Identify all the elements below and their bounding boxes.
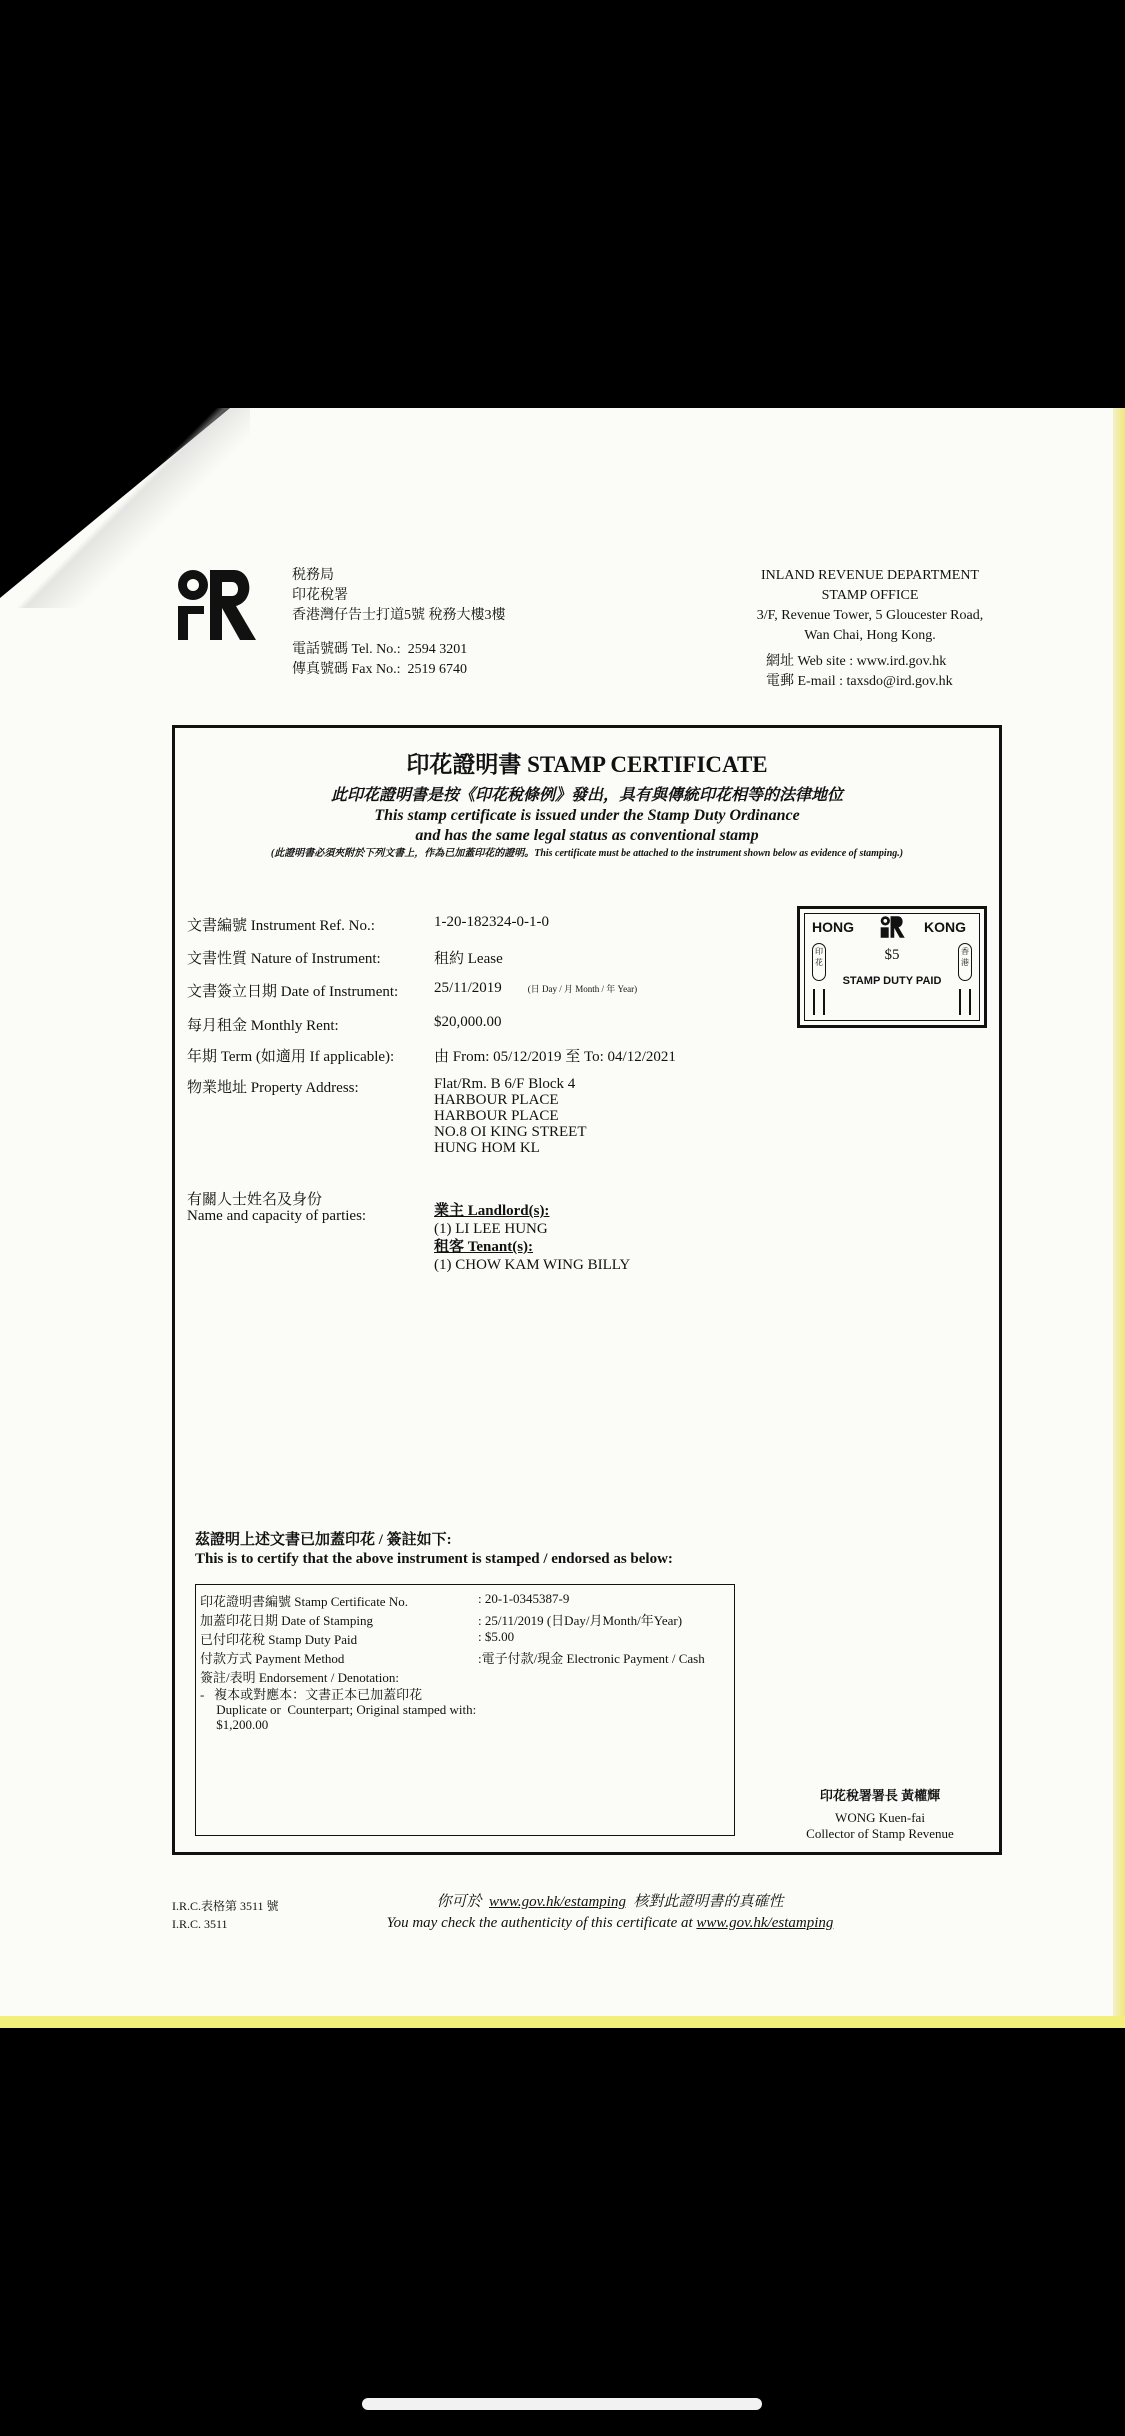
- stamp-seal-left: 印花: [812, 943, 826, 981]
- stamp-seal-right: 香港: [958, 943, 972, 981]
- estamping-link-en[interactable]: www.gov.hk/estamping: [696, 1915, 834, 1931]
- stamp-duty-paid-stamp: HONG KONG 印花 香港 $5 STAMP DUTY PAID: [797, 906, 987, 1028]
- form-number: I.R.C.表格第 3511 號 I.R.C. 3511: [172, 1899, 279, 1931]
- attach-note: (此證明書必須夾附於下列文書上，作為已加蓋印花的證明。This certificate must be attached to the instrument shown below as evidence of stamping.): [270, 848, 904, 859]
- ird-logo: [176, 566, 260, 644]
- collector-name: WONG Kuen-fai: [835, 1810, 925, 1825]
- stamping-date-value: : 25/11/2019 (日Day/月Month/年Year): [478, 1613, 683, 1628]
- department-header-en: [730, 566, 1010, 692]
- certificate-title: 印花證明書 STAMP CERTIFICATE: [406, 752, 768, 777]
- cert-no-value: : 20-1-0345387-9: [478, 1591, 570, 1606]
- department-header-cn: [292, 566, 506, 680]
- property-address: Flat/Rm. B 6/F Block 4 HARBOUR PLACE HARBOUR PLACE NO.8 OI KING STREET HUNG HOM KL: [434, 1076, 587, 1156]
- landlord-heading: 業主 Landlord(s):: [434, 1203, 550, 1219]
- stamp-paid-label: STAMP DUTY PAID: [842, 975, 942, 987]
- email-line: 電郵 E-mail : taxsdo@ird.gov.hk: [766, 674, 953, 689]
- date-value: 25/11/2019: [434, 980, 502, 996]
- office-name-cn: 印花稅署: [292, 588, 348, 603]
- stamping-details-box: 印花證明書編號 Stamp Certificate No. : 20-1-0345387-9 加蓋印花日期 Date of Stamping : 25/11/2019 (日Day/月Month/年Year) 已付印花稅 Stamp Duty Paid : $5.00 付款方式 Payment Method :電子付款/現金 Electronic Payment / Cash 簽註/表明 Endorsement / Denotation: - 複本或對應本：文書正本已加蓋印花 Duplicate or Counterpart; Original stamped with: $1,200.00: [195, 1584, 735, 1836]
- legal-statement-en-1: This stamp certificate is issued under the Stamp Duty Ordinance: [374, 807, 800, 824]
- landlord-name: (1) LI LEE HUNG: [434, 1221, 548, 1237]
- home-indicator[interactable]: [362, 2398, 762, 2410]
- legal-statement-cn: 此印花證明書是按《印花稅條例》發出，具有與傳統印花相等的法律地位: [330, 787, 843, 804]
- certify-statement: 茲證明上述文書已加蓋印花 / 簽註如下: This is to certify that the above instrument is stamped / endorsed as below:: [195, 1532, 673, 1567]
- paper-edge-bottom: [0, 2016, 1125, 2028]
- collector-title-cn: 印花稅署署長 黃權輝: [819, 1788, 941, 1803]
- stamp-logo: [878, 915, 908, 939]
- duty-value: : $5.00: [478, 1629, 515, 1644]
- stamp-amount: $5: [884, 947, 900, 963]
- tenant-heading: 租客 Tenant(s):: [434, 1239, 534, 1255]
- authenticity-note: 你可於 www.gov.hk/estamping 核對此證明書的真確性 You may check the authenticity of this certificate at www.gov.hk/estamping: [386, 1894, 834, 1931]
- method-value: :電子付款/現金 Electronic Payment / Cash: [478, 1651, 705, 1666]
- collector-title-en: Collector of Stamp Revenue: [806, 1826, 954, 1841]
- office-name-en: STAMP OFFICE: [821, 588, 919, 603]
- address-cn: 香港灣仔告士打道5號 稅務大樓3樓: [292, 608, 506, 623]
- endorsement-text: - 複本或對應本：文書正本已加蓋印花 Duplicate or Counterpart; Original stamped with: $1,200.00: [200, 1687, 477, 1732]
- instrument-ref-value: 1-20-182324-0-1-0: [434, 914, 549, 930]
- certificate-frame: 印花證明書 STAMP CERTIFICATE 此印花證明書是按《印花稅條例》發出，具有與傳統印花相等的法律地位 This stamp certificate is issued under the Stamp Duty Ordinance and has the same legal status as conventional stamp (此證明書必須夾附於下列文書上，作為已加蓋印花的證明。This certificate must be attached to the instrument shown below as evidence of stamping.) 文書編號 Instrument Ref. No.: 1-20-182324-0-1-0 文書性質 Nature of Instrument: 租約 Lease 文書簽立日期 Date of Instrument: 25/11/2019 (日 Day / 月 Month / 年 Year) 每月租金 Monthly Rent: $20,000.00 年期 Term (如適用 If applicable): 由 From: 05/12/2019 至 To: 04/12/2021 物業地址 Property Address: Flat/Rm. B 6/F Block 4 HARBOUR PLACE HARBOUR PLACE NO.8 OI KING STREET HUNG HOM KL 有關人士姓名及身份 Name and capacity of parties: 業主 Landlord(s): (1) LI LEE HUNG 租客 Tenant(s): (1) CHOW KAM WING BILLY HONG KONG 印花 香港 $5 STAMP DUTY PAID 茲證明上述文書已加蓋印花 / 簽註如下: This is to certify that the above instrument is stamped / endorsed as below: 印花證明書編號 Stamp Certificate No. : 20-1-0345387-9 加蓋印花日期 Date of Stamping : 25/11/2019 (日Day/月Month/年Year) 已付印花稅 Stamp Duty Paid : $5.00 付款方式 Payment Method :電子付款/現金 Electronic Payment / Cash 簽註/表明 Endorsement / Denotation: - 複本或對應本：文書正本已加蓋印花 Duplicate or Counterpart; Original stamped with: $1,200.00 印花稅署署長 黃權輝 WONG Kuen-fai Collector of Stamp Revenue: [172, 725, 1002, 1855]
- rent-value: $20,000.00: [434, 1014, 502, 1030]
- collector-signature-block: [775, 1788, 985, 1842]
- paper-edge: [1113, 408, 1125, 2026]
- nature-value: 租約 Lease: [434, 951, 503, 967]
- date-format-note: (日 Day / 月 Month / 年 Year): [527, 984, 638, 994]
- dept-name-en: INLAND REVENUE DEPARTMENT: [761, 568, 979, 583]
- parties-list: [434, 1202, 630, 1274]
- legal-statement-en-2: and has the same legal status as conventional stamp: [415, 827, 759, 844]
- dept-name-cn: 税務局: [292, 568, 334, 583]
- term-value: 由 From: 05/12/2019 至 To: 04/12/2021: [434, 1049, 676, 1065]
- tenant-name: (1) CHOW KAM WING BILLY: [434, 1257, 631, 1273]
- legal-statement: [175, 786, 999, 862]
- address-en-2: Wan Chai, Hong Kong.: [804, 628, 936, 643]
- tel-line: 電話號碼 Tel. No.: 2594 3201: [292, 642, 468, 657]
- fax-line: 傳真號碼 Fax No.: 2519 6740: [292, 662, 467, 677]
- website-line: 網址 Web site : www.ird.gov.hk: [766, 654, 947, 669]
- estamping-link-cn[interactable]: www.gov.hk/estamping: [489, 1894, 626, 1910]
- address-en-1: 3/F, Revenue Tower, 5 Gloucester Road,: [756, 608, 984, 623]
